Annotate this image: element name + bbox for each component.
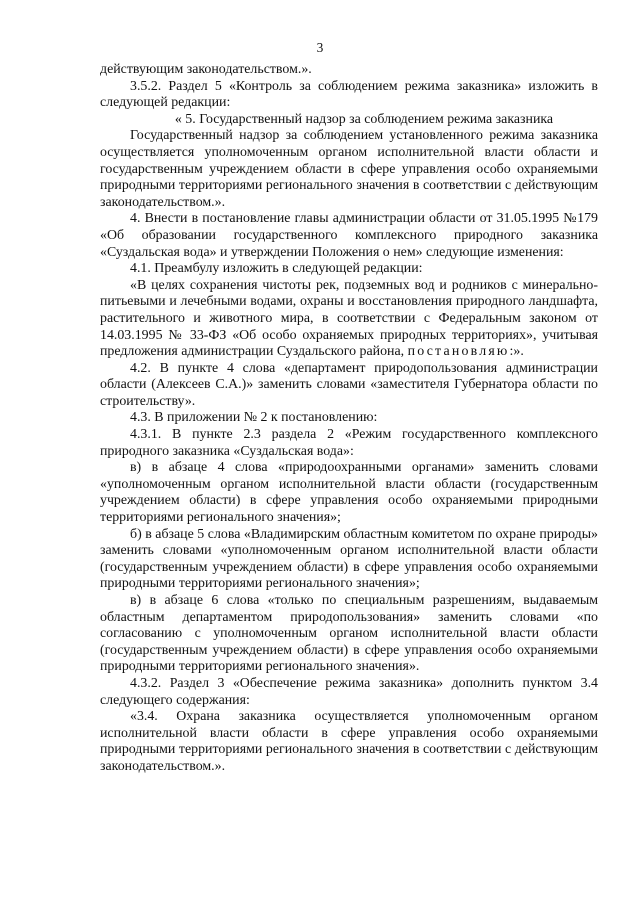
paragraph-4: 4. Внести в постановление главы администрации области от 31.05.1995 №179 «Об образовании государственного комплексного природного заказника «Суздальская вода» и утверждении Положения о нем» следующие изменения: — [100, 211, 598, 260]
paragraph-4-1: 4.1. Преамбулу изложить в следующей редакции: — [130, 261, 423, 277]
paragraph-3-4: «3.4. Охрана заказника осуществляется уполномоченным органом исполнительной власти области в сфере управления особо охраняемыми природными территориями регионального значения в соответствии с действующим законодательством.». — [100, 709, 598, 774]
paragraph-4-3-2: 4.3.2. Раздел 3 «Обеспечение режима заказника» дополнить пунктом 3.4 следующего содержания: — [100, 675, 598, 708]
preamble-resolve-word: постановляю — [407, 344, 510, 360]
section-heading: « 5. Государственный надзор за соблюдением режима заказника — [174, 111, 554, 127]
preamble-text: «В целях сохранения чистоты рек, подземных вод и родников с минерально-питьевыми и лечебными водами, охраны и восстановления природного ландшафта, растительного и животного мира, в соответствии с Федеральным законом от 14.03.1995 № 33-ФЗ «Об особо охраняемых природных территориях», учитывая предложения администрации Суздальского района, — [100, 277, 598, 360]
paragraph-3-5-2: 3.5.2. Раздел 5 «Контроль за соблюдением режима заказника» изложить в следующей редакции: — [100, 78, 598, 111]
paragraph-item-v-1: в) в абзаце 4 слова «природоохранными органами» заменить словами «уполномоченным органом исполнительной власти области (государственным учреждением области) в сфере управления особо охраняемыми природными территориями регионального значения»; — [100, 460, 598, 526]
paragraph-item-v-2: в) в абзаце 6 слова «только по специальным разрешениям, выдаваемым областным департаментом природопользования» заменить словами «по согласованию с уполномоченным органом исполнительной власти области (государственным учреждением области) в сфере управления особо охраняемыми природными территориями регионального значения». — [100, 593, 598, 675]
paragraph-preamble — [100, 278, 598, 361]
paragraph-4-3-1: 4.3.1. В пункте 2.3 раздела 2 «Режим государственного комплексного природного заказника «Суздальская вода»: — [100, 427, 598, 459]
paragraph-item-b: б) в абзаце 5 слова «Владимирским областным комитетом по охране природы» заменить словами «уполномоченным органом исполнительной власти области (государственным учреждением области) в сфере управления особо охраняемыми природными территориями регионального значения»; — [100, 526, 598, 592]
document-body — [100, 62, 598, 776]
page-number: 3 — [316, 40, 324, 55]
paragraph-4-2: 4.2. В пункте 4 слова «департамент природопользования администрации области (Алексеев С.А.)» заменить словами «заместителя Губернатора области по строительству». — [100, 360, 598, 409]
paragraph-4-3: 4.3. В приложении № 2 к постановлению: — [130, 410, 378, 426]
paragraph-continuation: действующим законодательством.». — [100, 62, 312, 77]
preamble-end: :». — [509, 344, 524, 360]
paragraph-state-supervision: Государственный надзор за соблюдением установленного режима заказника осуществляется уполномоченным органом исполнительной власти области и государственным учреждением области в сфере управления особо охраняемыми природными территориями регионального значения в соответствии с действующим законодательством.». — [100, 128, 598, 210]
